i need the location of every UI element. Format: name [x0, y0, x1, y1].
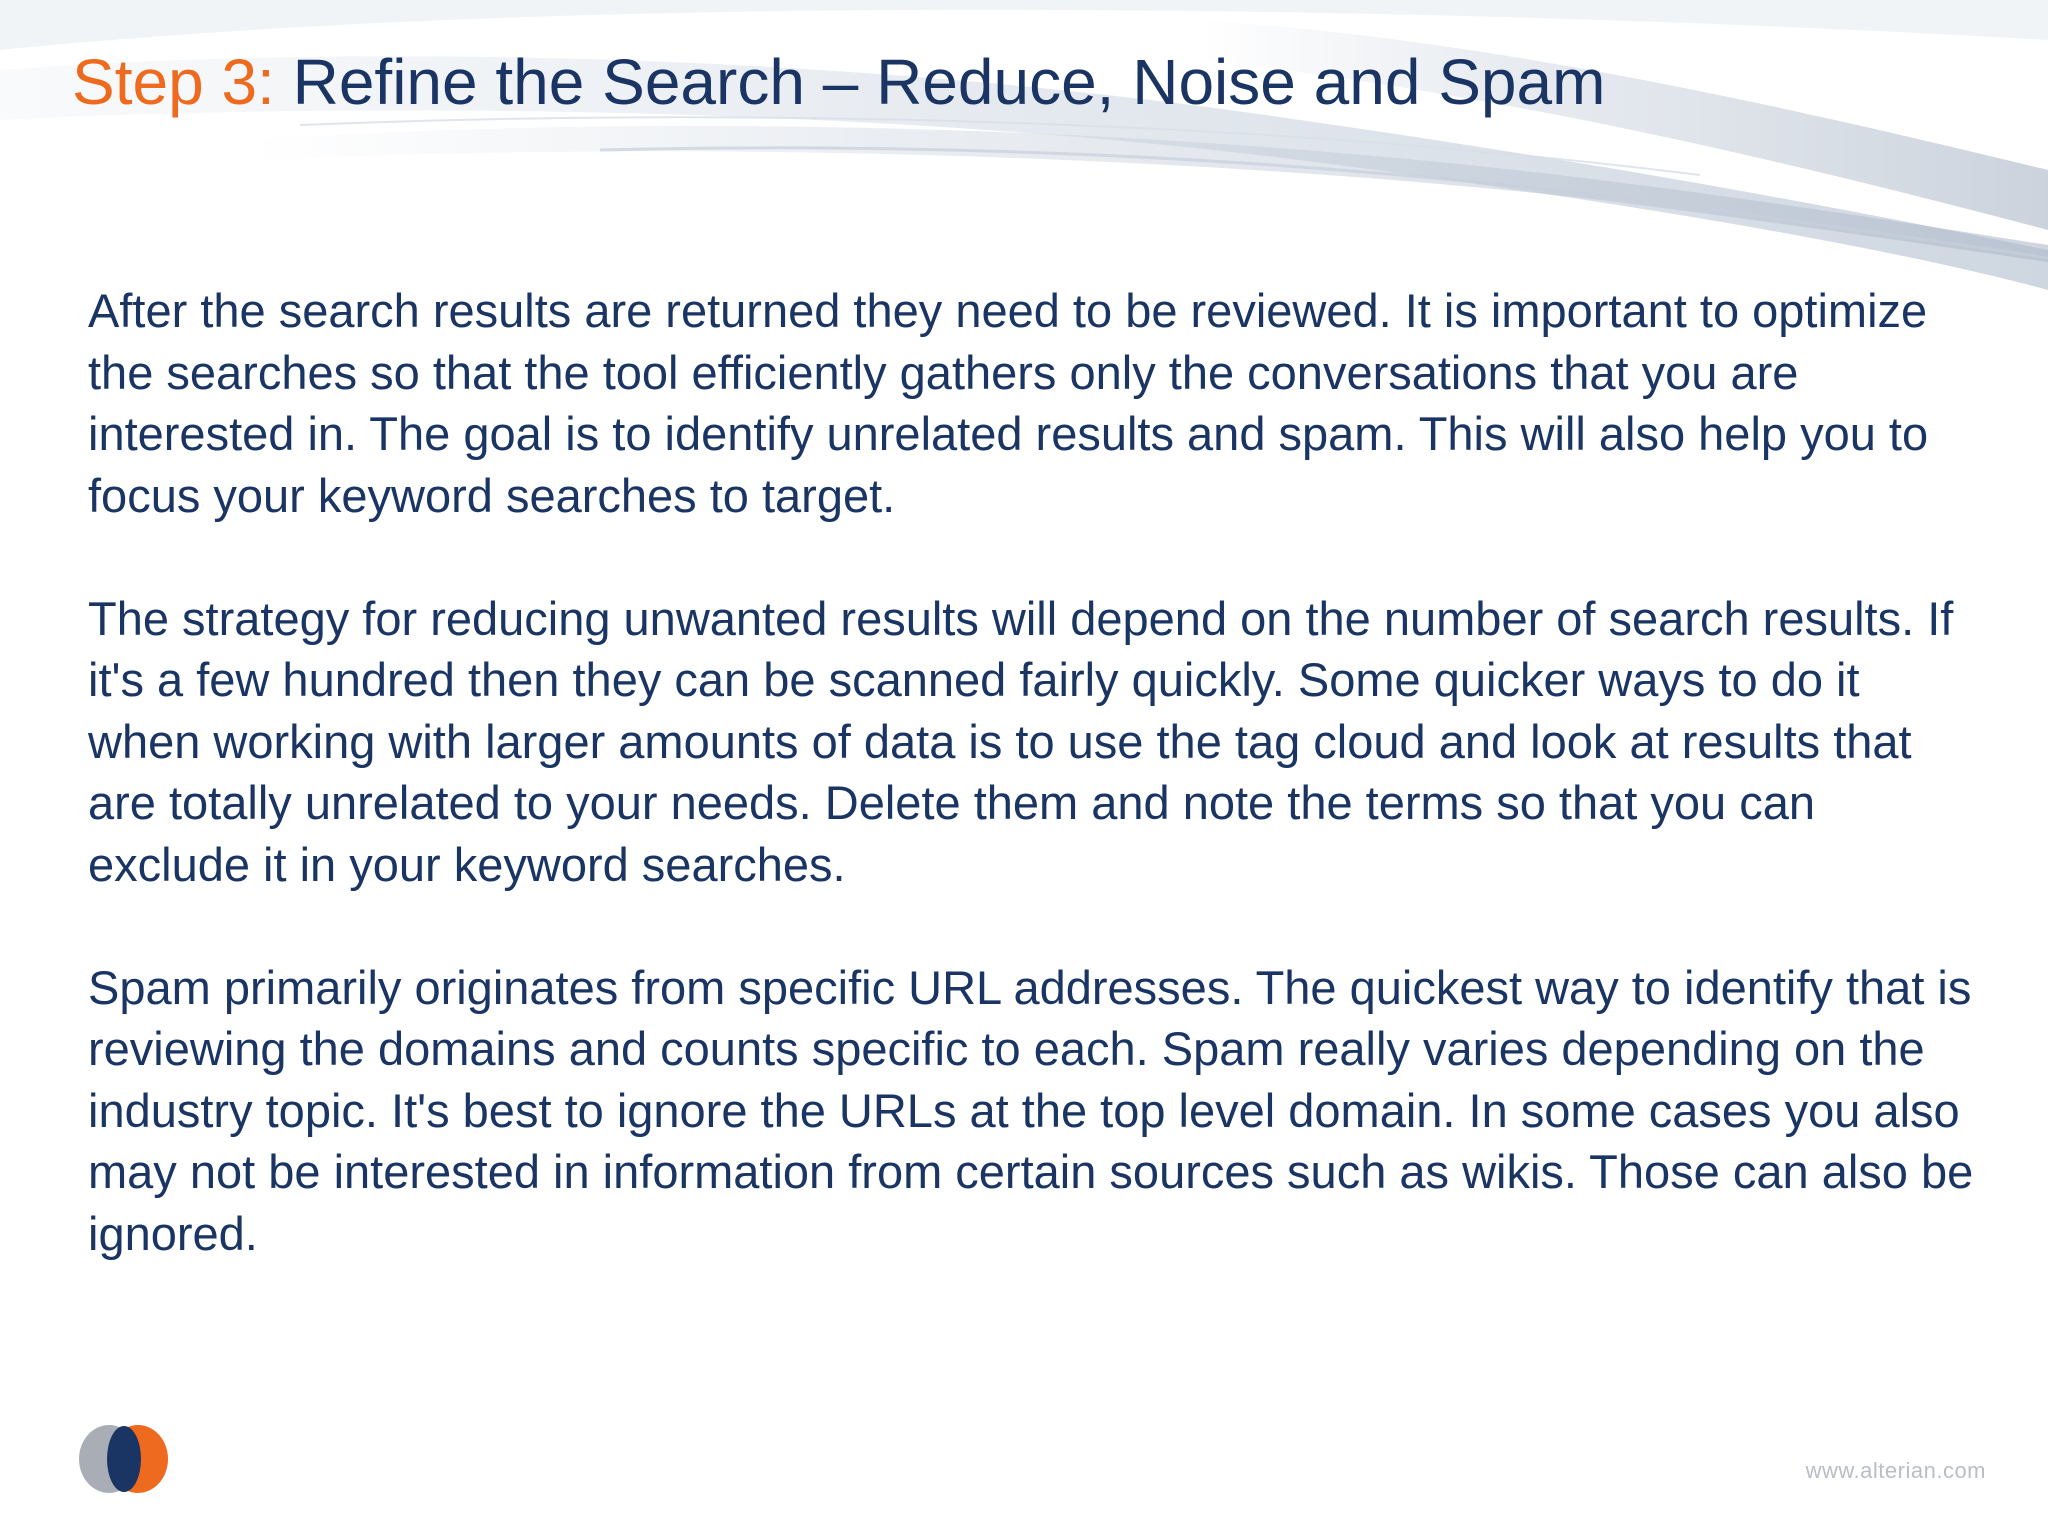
body-paragraph-1: After the search results are returned they need to be reviewed. It is important to optimize the searches so that the tool efficiently gathers only the conversations that you are interested in. The goal is to identify unrelated results and spam. This will also help you to focus your keyword searches to target. — [88, 284, 1929, 522]
slide-title-text: Refine the Search – Reduce, Noise and Spam — [292, 46, 1606, 118]
slide-body — [88, 280, 1978, 1326]
slide-title — [72, 42, 1605, 122]
body-paragraph-3: Spam primarily originates from specific URL addresses. The quickest way to identify that is reviewing the domains and counts specific to each. Spam really varies depending on the industry topic. It's best to ignore the URLs at the top level domain. In some cases you also may not be interested in information from certain sources such as wikis. Those can also be ignored. — [88, 960, 1974, 1260]
slide-title-step: Step 3: — [72, 46, 275, 118]
footer-url: www.alterian.com — [1805, 1458, 1986, 1483]
body-paragraph-2: The strategy for reducing unwanted results will depend on the number of search results. If it's a few hundred then they can be scanned fairly quickly. Some quicker ways to do it when working with larger amounts of data is to use the tag cloud and look at results that are totally unrelated to your needs. Delete them and note the terms so that you can exclude it in your keyword searches. — [88, 591, 1954, 891]
alterian-logo-icon — [76, 1422, 172, 1496]
